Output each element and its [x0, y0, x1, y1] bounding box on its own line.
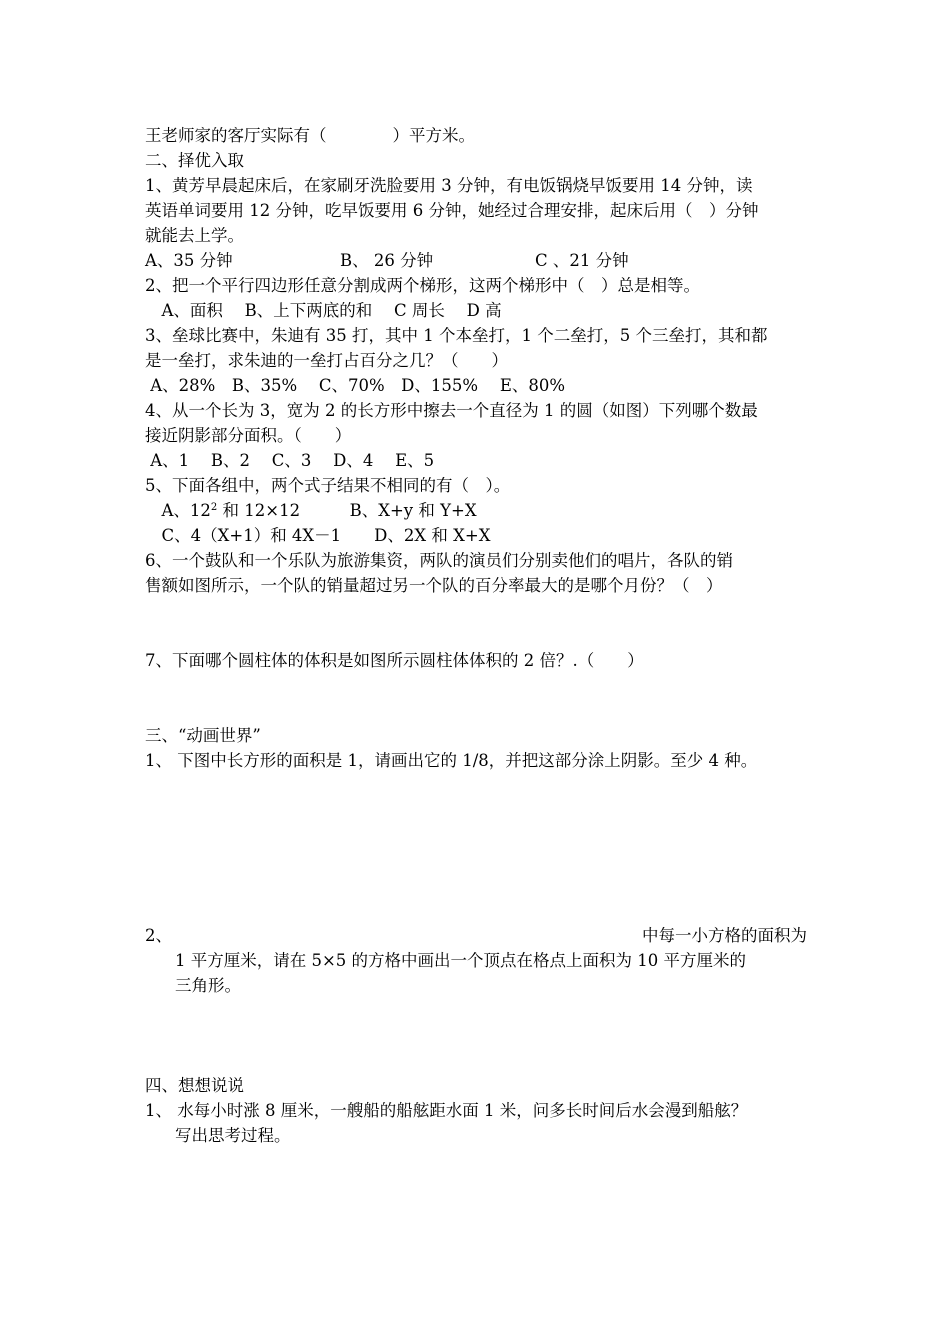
text-line: 1、 下图中长方形的面积是 1，请画出它的 1/8，并把这部分涂上阴影。至少 4 种。 [145, 751, 758, 770]
text-line: 2、把一个平行四边形任意分割成两个梯形，这两个梯形中（ ）总是相等。 [145, 276, 700, 295]
text-line: 1 平方厘米，请在 5×5 的方格中画出一个顶点在格点上面积为 10 平方厘米的 [175, 951, 747, 970]
text-line: 1、黄芳早晨起床后，在家刷牙洗脸要用 3 分钟，有电饭锅烧早饭要用 14 分钟，读 [145, 176, 753, 195]
section-heading: 三、“动画世界” [145, 726, 261, 745]
options-line: A、28% B、35% C、70% D、155% E、80% [145, 376, 566, 395]
text-line: 3、垒球比赛中，朱迪有 35 打，其中 1 个本垒打，1 个二垒打，5 个三垒打，其和都 [145, 326, 768, 345]
option-a-text: A、12 [145, 501, 211, 520]
options-line [145, 498, 477, 523]
text-line: 7、下面哪个圆柱体的体积是如图所示圆柱体体积的 2 倍？.（ ） [145, 651, 644, 670]
text-line: 6、一个鼓队和一个乐队为旅游集资，两队的演员们分别卖他们的唱片，各队的销 [145, 551, 733, 570]
options-rest: 和 12×12 B、X+y 和 Y+X [217, 501, 477, 520]
options-line: C、4（X+1）和 4X－1 D、2X 和 X+X [145, 526, 491, 545]
text-line: 是一垒打，求朱迪的一垒打占百分之几？（ ） [145, 351, 508, 370]
text-line: 就能去上学。 [145, 226, 244, 245]
options-line: A、面积 B、上下两底的和 C 周长 D 高 [145, 301, 502, 320]
text-line: 接近阴影部分面积。（ ） [145, 426, 352, 445]
text-line: 写出思考过程。 [175, 1126, 291, 1145]
text-line: 售额如图所示，一个队的销量超过另一个队的百分率最大的是哪个月份？（ ） [145, 576, 723, 595]
options-line: A、1 B、2 C、3 D、4 E、5 [145, 451, 435, 470]
text-line: 中每一小方格的面积为 [642, 926, 807, 945]
superscript: 2 [210, 502, 218, 513]
text-line: 4、从一个长为 3，宽为 2 的长方形中擦去一个直径为 1 的圆（如图）下列哪个数最 [145, 401, 758, 420]
section-heading: 四、想想说说 [145, 1076, 244, 1095]
option-c: C 、21 分钟 [535, 251, 629, 270]
text-line: 三角形。 [175, 976, 241, 995]
text-line: 5、下面各组中，两个式子结果不相同的有（ ）。 [145, 476, 511, 495]
option-a: A、35 分钟 [145, 251, 233, 270]
text-line: 1、 水每小时涨 8 厘米，一艘船的船舷距水面 1 米，问多长时间后水会漫到船舷？ [145, 1101, 748, 1120]
section-heading: 二、择优入取 [145, 151, 244, 170]
option-b: B、 26 分钟 [340, 251, 434, 270]
text-line: 王老师家的客厅实际有（ ）平方米。 [145, 126, 475, 145]
text-line: 英语单词要用 12 分钟，吃早饭要用 6 分钟，她经过合理安排，起床后用（ ）分钟 [145, 201, 759, 220]
question-number: 2、 [145, 926, 172, 945]
